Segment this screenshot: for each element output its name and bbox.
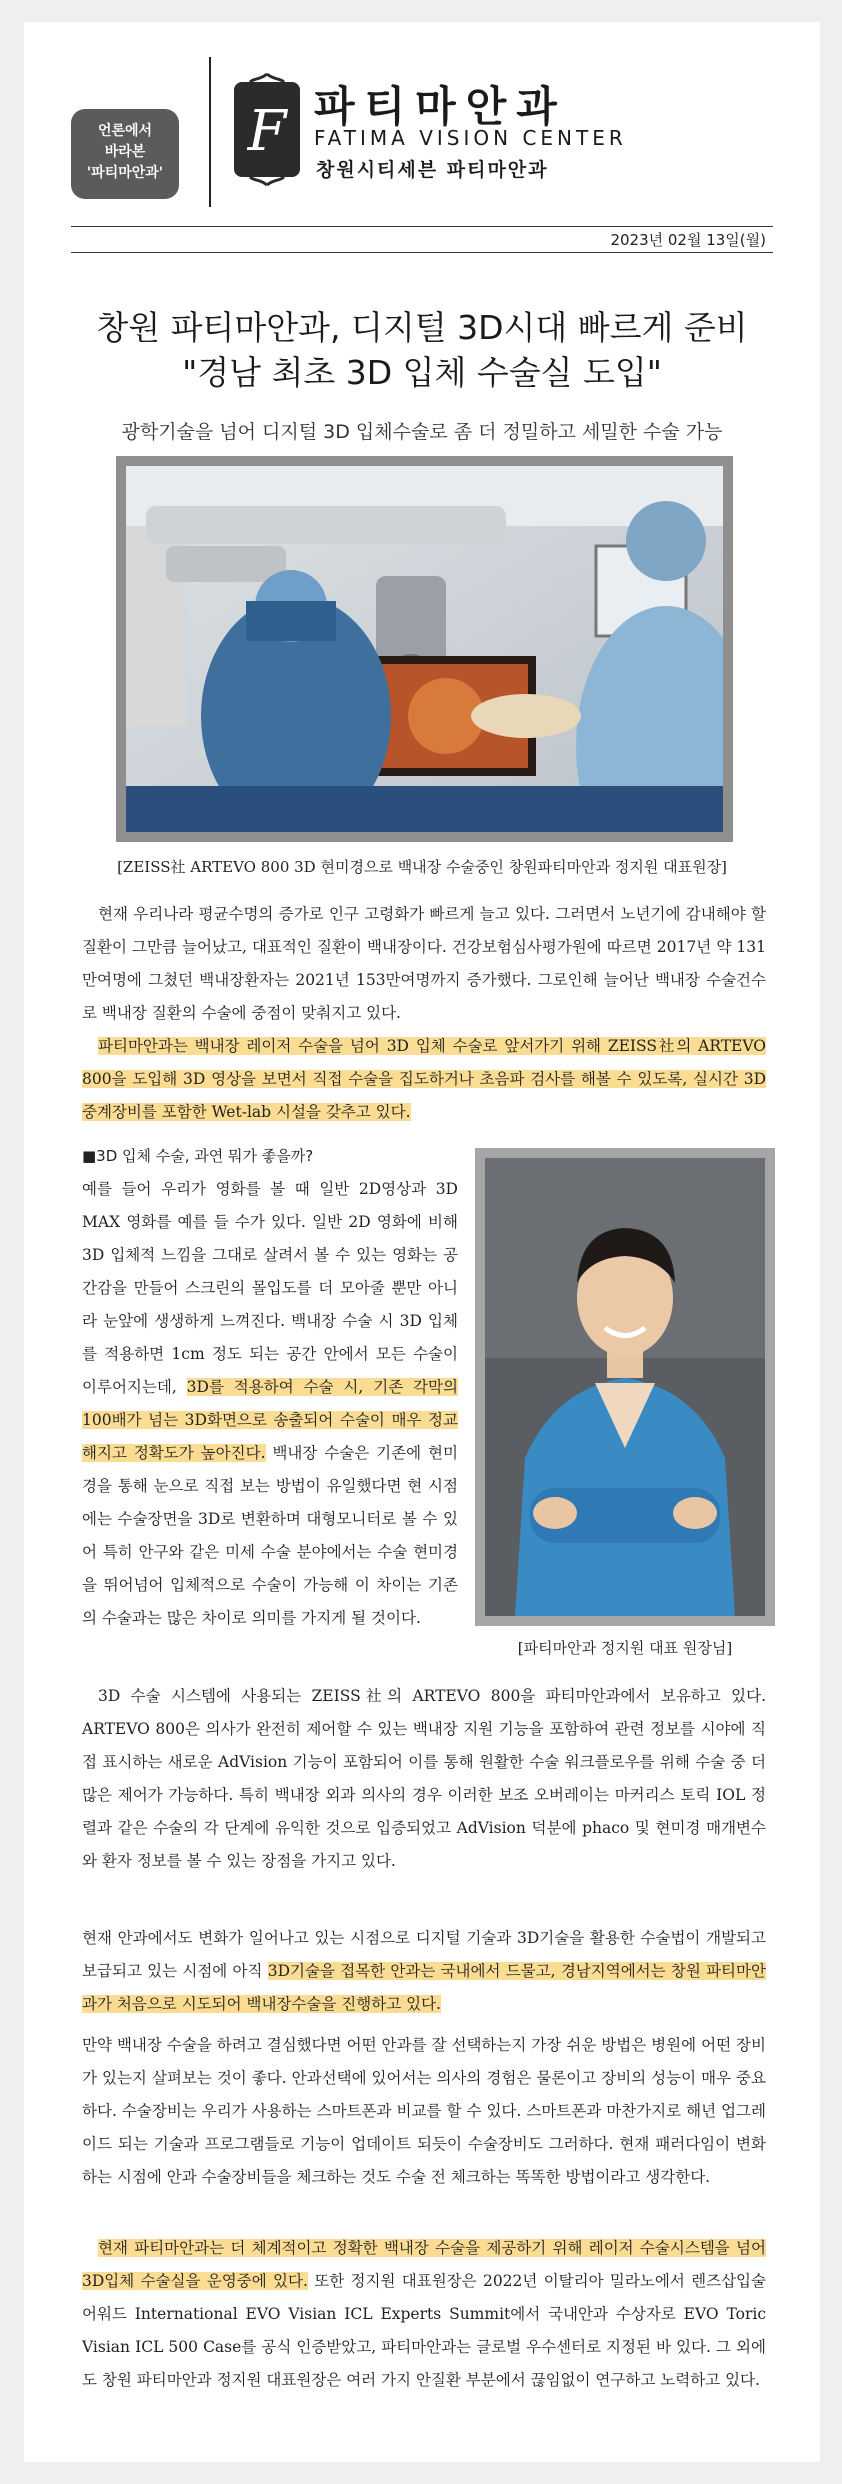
highlight-text: 파티마안과는 백내장 레이저 수술을 넘어 3D 입체 수술로 앞서가기 위해 ZEISS社의 ARTEVO 800을 도입해 3D 영상을 보면서 직접 수술을 집도하거나 초음파 검사를 해볼 수 있도록, 실시간 3D 중계장비를 포함한 Wet-lab 시설을 갖추고 있다.	[82, 1037, 766, 1121]
header-divider	[209, 57, 211, 207]
paragraph-highlight	[82, 1030, 766, 1129]
surgery-photo-caption: [ZEISS社 ARTEVO 800 3D 현미경으로 백내장 수술중인 창원파티마안과 정지원 대표원장]	[117, 858, 727, 876]
date-rule	[71, 252, 773, 253]
top-rule	[71, 226, 773, 227]
fatima-logo-icon	[232, 72, 302, 187]
section-text-a: 예를 들어 우리가 영화를 볼 때 일반 2D영상과 3D MAX 영화를 예를 들 수가 있다. 일반 2D 영화에 비해 3D 입체적 느낌을 그대로 살려서 볼 수 있는 영화는 공간감을 만들어 스크린의 몰입도를 더 모아줄 뿐만 아니라 눈앞에 생생하게 느껴진다. 백내장 수술 시 3D 입체를 적용하면 1cm 정도 되는 공간 안에서 모든 수술이 이루어지는데,	[82, 1180, 458, 1396]
section-body	[82, 1140, 458, 1635]
paragraph-equipment: 만약 백내장 수술을 하려고 결심했다면 어떤 안과를 잘 선택하는지 가장 쉬운 방법은 병원에 어떤 장비가 있는지 살펴보는 것이 좋다. 안과선택에 있어서는 의사의 경험은 물론이고 장비의 성능이 매우 중요하다. 수술장비는 우리가 사용하는 스마트폰과 비교를 할 수 있다. 스마트폰과 마찬가지로 해년 업그레이드 되는 기술과 프로그램들로 기능이 업데이트 되듯이 수술장비도 그러하다. 현재 패러다임이 변화하는 시점에 안과 수술장비들을 체크하는 것도 수술 전 체크하는 똑똑한 방법이라고 생각한다.	[82, 2036, 766, 2186]
article-date: 2023년 02월 13일(월)	[610, 231, 766, 249]
badge-line: 바라본	[104, 144, 146, 160]
logo-subtitle: 창원시티세븐 파티마안과	[316, 159, 549, 181]
logo-letter: F	[247, 99, 287, 164]
trend-highlight: 3D기술을 접목한 안과는 국내에서 드물고, 경남지역에서는 창원 파티마안과가 처음으로 시도되어 백내장수술을 진행하고 있다.	[82, 1962, 766, 2013]
section-highlight: 3D를 적용하여 수술 시, 기존 각막의 100배가 넘는 3D화면으로 송출되어 수술이 매우 정교해지고 정확도가 높아진다.	[82, 1378, 458, 1462]
closing-text: 또한 정지원 대표원장은 2022년 이탈리아 밀라노에서 렌즈삽입술 어워드 International EVO Visian ICL Experts Summit에서 국내안과 수상자로 EVO Toric Visian ICL 500 Case를 공식 인증받았고, 파티마안과는 글로벌 우수센터로 지정된 바 있다. 그 외에도 창원 파티마안과 정지원 대표원장은 여러 가지 안질환 부분에서 끊임없이 연구하고 노력하고 있다.	[82, 2272, 766, 2389]
headline-line1: 창원 파티마안과, 디지털 3D시대 빠르게 준비	[96, 308, 748, 347]
paragraph-3d-trend	[82, 1922, 766, 2021]
paragraph-closing	[82, 2232, 766, 2397]
section-text-b: 백내장 수술은 기존에 현미경을 통해 눈으로 직접 보는 방법이 유일했다면 현 시점에는 수술장면을 3D로 변환하며 대형모니터로 볼 수 있어 특히 안구와 같은 미세 수술 분야에서는 수술 현미경을 뛰어넘어 입체적으로 수술이 가능해 이 차이는 기존의 수술과는 많은 차이로 의미를 가지게 될 것이다.	[82, 1444, 458, 1627]
director-image	[485, 1158, 765, 1616]
subheadline: 광학기술을 넘어 디지털 3D 입체수술로 좀 더 정밀하고 세밀한 수술 가능	[121, 421, 723, 443]
badge-line: '파티마안과'	[86, 165, 164, 181]
paragraph-artevo: 3D 수술 시스템에 사용되는 ZEISS社의 ARTEVO 800을 파티마안과에서 보유하고 있다. ARTEVO 800은 의사가 완전히 제어할 수 있는 백내장 지원 기능을 포함하여 관련 정보를 시야에 직접 표시하는 새로운 AdVision 기능이 포함되어 이를 통해 원활한 수술 워크플로우를 위해 수술 중 더 많은 제어가 가능하다. 특히 백내장 외과 의사의 경우 이러한 보조 오버레이는 마커리스 토릭 IOL 정렬과 같은 수술의 각 단계에 유익한 것으로 입증되었고 AdVision 덕분에 phaco 및 현미경 매개변수와 환자 정보를 볼 수 있는 장점을 가지고 있다.	[82, 1687, 766, 1870]
trend-text: 현재 안과에서도 변화가 일어나고 있는 시점으로 디지털 기술과 3D기술을 활용한 수술법이 개발되고 보급되고 있는 시점에 아직	[82, 1929, 766, 1980]
logo-korean: 파티마안과	[314, 82, 567, 131]
closing-highlight: 현재 파티마안과는 더 체계적이고 정확한 백내장 수술을 제공하기 위해 레이저 수술시스템을 넘어 3D입체 수술실을 운영중에 있다.	[82, 2239, 766, 2290]
director-photo-caption: [파티마안과 정지원 대표 원장님]	[517, 1639, 733, 1657]
director-photo	[475, 1148, 775, 1626]
paragraph-intro: 현재 우리나라 평균수명의 증가로 인구 고령화가 빠르게 늘고 있다. 그러면서 노년기에 감내해야 할 질환이 그만큼 늘어났고, 대표적인 질환이 백내장이다. 건강보험심사평가원에 따르면 2017년 약 131만여명에 그쳤던 백내장환자는 2021년 153만여명까지 증가했다. 그로인해 늘어난 백내장 수술건수로 백내장 질환의 수술에 중점이 맞춰지고 있다.	[82, 905, 766, 1022]
headline-line2: "경남 최초 3D 입체 수술실 도입"	[182, 353, 662, 392]
surgery-photo	[116, 456, 733, 842]
press-badge	[71, 109, 179, 199]
logo-english: FATIMA VISION CENTER	[314, 126, 627, 150]
surgery-image	[126, 466, 723, 832]
section-heading: ■3D 입체 수술, 과연 뭐가 좋을까?	[82, 1147, 314, 1165]
article-page	[24, 22, 820, 2462]
badge-line: 언론에서	[97, 123, 153, 139]
